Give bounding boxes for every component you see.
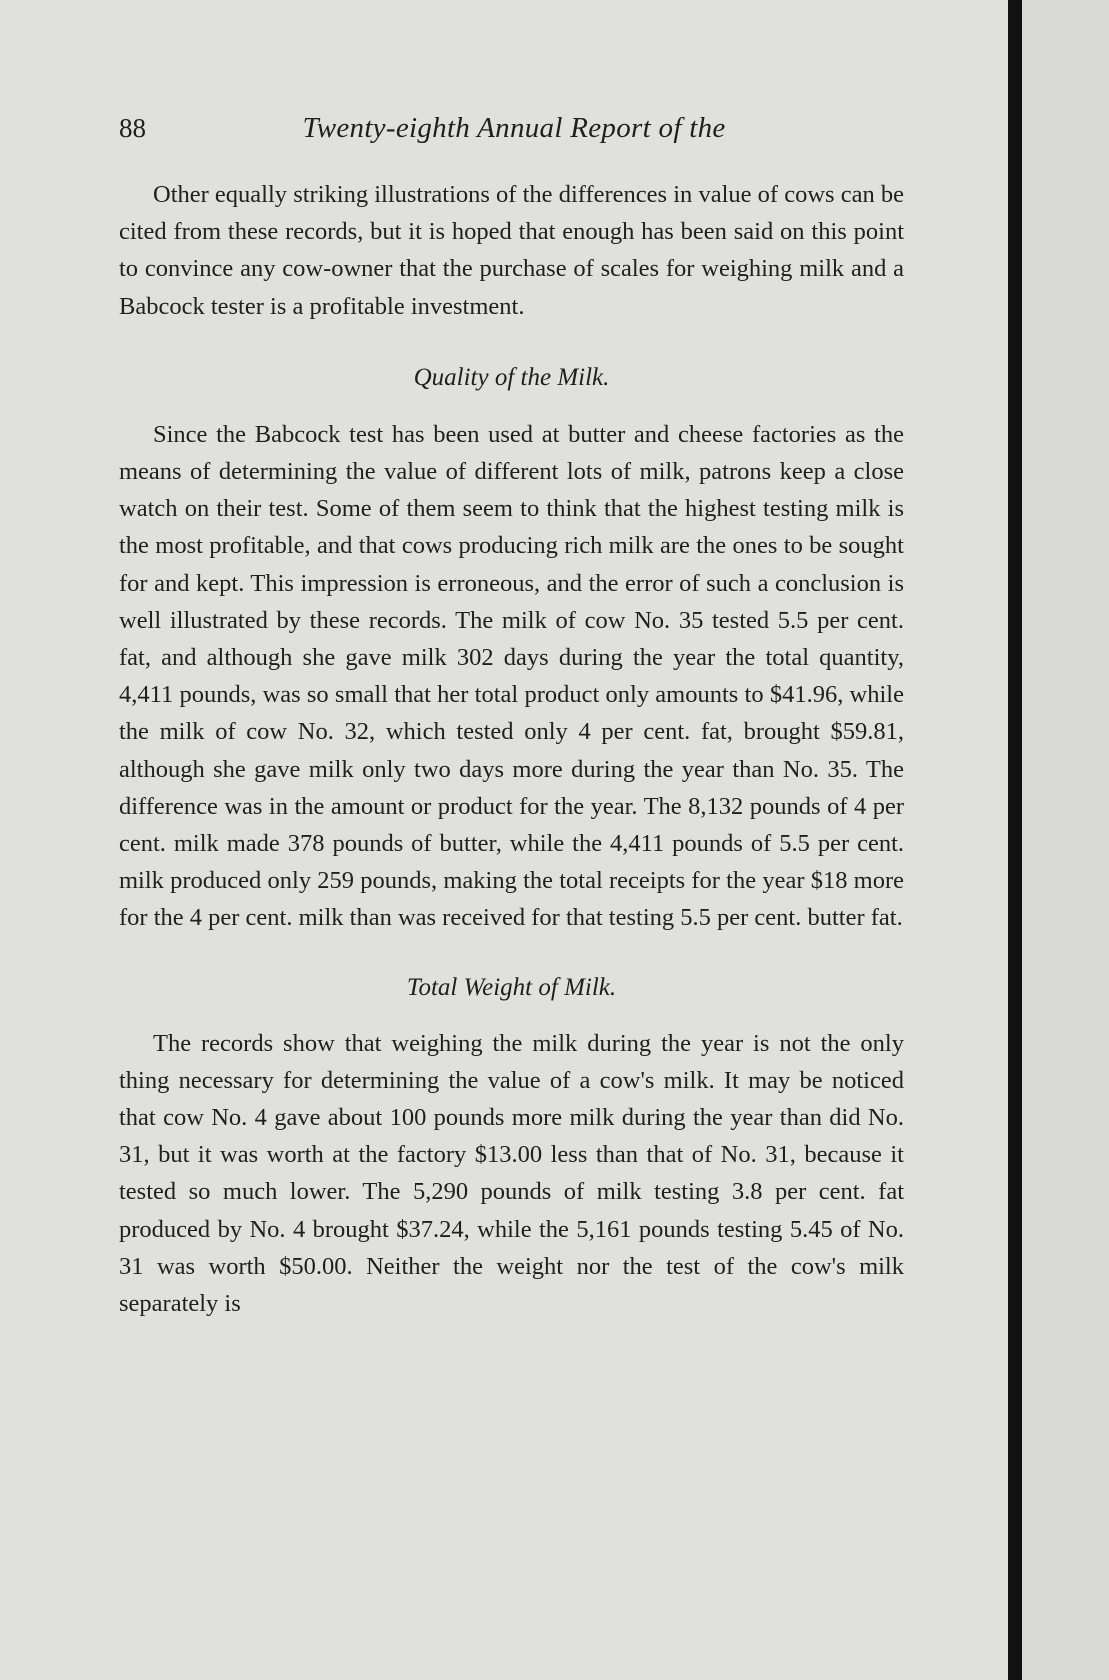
running-title: Twenty-eighth Annual Report of the xyxy=(302,112,726,144)
quality-paragraph: Since the Babcock test has been used at butter and cheese factories as the means of determining the value of different lots of milk, patrons keep a close watch on their test. Some of them seem to think that the highest testing milk is the most profitable, and that cows producing rich milk are the ones to be sought for and kept. This impression is erroneous, and the error of such a conclusion is well illustrated by these records. The milk of cow No. 35 tested 5.5 per cent. fat, and although she gave milk 302 days during the year the total quantity, 4,411 pounds, was so small that her total product only amounts to $41.96, while the milk of cow No. 32, which tested only 4 per cent. fat, brought $59.81, although she gave milk only two days more during the year than No. 35. The difference was in the amount or product for the year. The 8,132 pounds of 4 per cent. milk made 378 pounds of butter, while the 4,411 pounds of 5.5 per cent. milk produced only 259 pounds, making the total receipts for the year $18 more for the 4 per cent. milk than was received for that testing 5.5 per cent. butter fat. xyxy=(119,420,904,932)
facing-page-edge xyxy=(1022,0,1109,1680)
opening-paragraph: Other equally striking illustrations of the differences in value of cows can be cited from these records, but it is hoped that enough has been said on this point to convince any cow-owner that the purchase of scales for weighing milk and a Babcock tester is a profitable investment. xyxy=(119,181,904,320)
page-number: 88 xyxy=(119,113,146,143)
page-header xyxy=(119,108,909,148)
binding-edge xyxy=(1008,0,1022,1680)
page-body xyxy=(119,176,904,1322)
total-weight-paragraph: The records show that weighing the milk during the year is not the only thing necessary for determining the value of a cow's milk. It may be noticed that cow No. 4 gave about 100 pounds more milk during the year than did No. 31, but it was worth at the factory $13.00 less than that of No. 31, because it tested so much lower. The 5,290 pounds of milk testing 3.8 per cent. fat produced by No. 4 brought $37.24, while the 5,161 pounds testing 5.45 of No. 31 was worth $50.00. Neither the weight nor the test of the cow's milk separately is xyxy=(119,1029,904,1318)
section-heading-quality: Quality of the Milk. xyxy=(413,363,610,391)
section-heading-total-weight: Total Weight of Milk. xyxy=(406,973,617,1001)
